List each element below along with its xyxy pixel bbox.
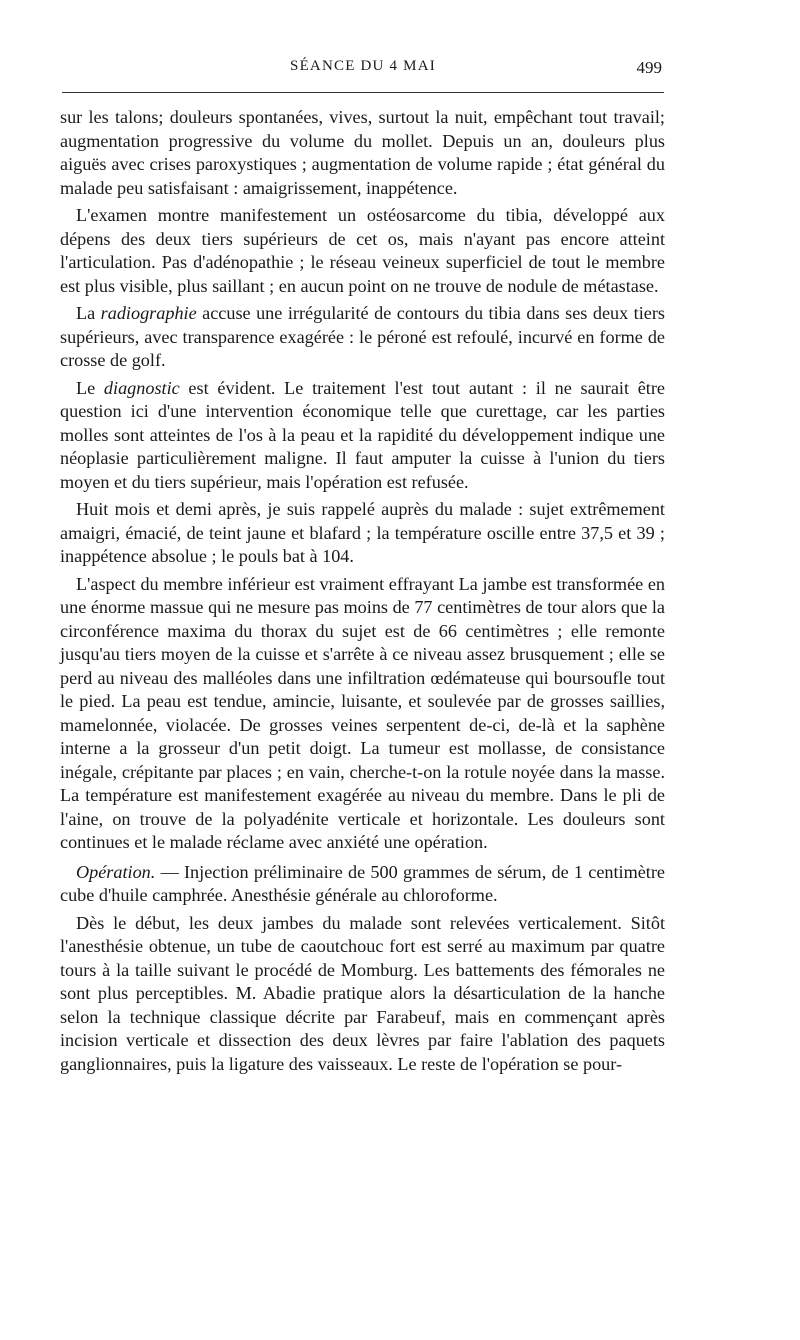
page-number: 499 <box>636 58 662 77</box>
paragraph-1 <box>60 106 665 200</box>
header-rule <box>62 92 664 93</box>
paragraph-3-text: accuse une irrégularité de contours du tibia dans ses deux tiers supérieurs, avec transparence exagérée : le péroné est refoulé, incurvé en forme de crosse de golf. <box>60 303 665 370</box>
running-head <box>62 58 664 82</box>
body-text <box>60 106 665 1080</box>
paragraph-3-italic: radiographie <box>100 303 197 323</box>
paragraph-4-text: est évident. Le traitement l'est tout autant : il ne saurait être question ici d'une intervention économique telle que curettage, car les parties molles sont atteintes de l'os à la peau et la rapidité du développement indique une néoplasie particulièrement maligne. Il faut amputer la cuisse à l'union du tiers moyen et du tiers supérieur, mais l'opération est refusée. <box>60 377 665 492</box>
paragraph-7 <box>60 861 665 908</box>
paragraph-8 <box>60 912 665 1077</box>
paragraph-7-text: — Injection préliminaire de 500 grammes de sérum, de 1 centimètre cube d'huile camphrée. Anesthésie générale au chloroforme. <box>60 861 665 905</box>
paragraph-6-text: L'aspect du membre inférieur est vraiment effrayant La jambe est transformée en une énorme massue qui ne mesure pas moins de 77 centimètres de tour alors que la circonférence maxima du thorax du sujet est de 66 centimètres ; elle remonte jusqu'au tiers moyen de la cuisse et s'arrête à ce niveau assez brusquement ; elle se perd au niveau des malléoles dans une infiltration œdémateuse qui boursoufle tout le pied. La peau est tendue, amincie, luisante, et soulevée par de grosses saillies, mamelonnée, violacée. De grosses veines serpentent de-ci, de-là et la saphène interne a la grosseur d'un petit doigt. La tumeur est mollasse, de consistance inégale, crépitante par places ; en vain, cherche-t-on la rotule noyée dans la masse. La température est manifestement exagérée au niveau du membre. Dans le pli de l'aine, on trouve de la polyadénite verticale et horizontale. Les douleurs sont continues et le malade réclame avec anxiété une opération. <box>60 573 665 852</box>
paragraph-2-text: L'examen montre manifestement un ostéosarcome du tibia, développé aux dépens des deux tiers supérieurs de cet os, mais n'ayant pas encore atteint l'articulation. Pas d'adénopathie ; le réseau veineux superficiel de tout le membre est plus visible, plus saillant ; en aucun point on ne trouve de nodule de métastase. <box>60 205 665 296</box>
paragraph-1-text: sur les talons; douleurs spontanées, vives, surtout la nuit, empêchant tout travail; augmentation progressive du volume du mollet. Depuis un an, douleurs plus aiguës avec crises paroxystiques ; augmentation de volume rapide ; état général du malade peu satisfaisant : amaigrissement, inappétence. <box>60 107 665 198</box>
paragraph-5-text: Huit mois et demi après, je suis rappelé auprès du malade : sujet extrêmement amaigri, émacié, de teint jaune et blafard ; la température oscille entre 37,5 et 39 ; inappétence absolue ; le pouls bat à 104. <box>60 499 665 566</box>
running-title: SÉANCE DU 4 MAI <box>290 58 436 74</box>
paragraph-2 <box>60 204 665 298</box>
paragraph-6 <box>60 573 665 855</box>
paragraph-3-lead: La <box>76 303 101 323</box>
paragraph-3 <box>60 302 665 373</box>
paragraph-8-text: Dès le début, les deux jambes du malade sont relevées verticalement. Sitôt l'anesthésie obtenue, un tube de caoutchouc fort est serré au maximum par quatre tours à la taille suivant le procédé de Momburg. Les battements des fémorales ne sont plus perceptibles. M. Abadie pratique alors la désarticulation de la hanche selon la technique classique décrite par Farabeuf, mais en commençant après incision verticale et dissection des deux lèvres par faire l'ablation des paquets ganglionnaires, puis la ligature des vaisseaux. Le reste de l'opération se pour- <box>60 912 665 1074</box>
paragraph-4 <box>60 377 665 495</box>
paragraph-4-italic: diagnostic <box>103 377 180 398</box>
paragraph-4-lead: Le <box>76 377 104 398</box>
paragraph-5 <box>60 498 665 569</box>
paragraph-7-italic: Opération. <box>76 861 156 882</box>
